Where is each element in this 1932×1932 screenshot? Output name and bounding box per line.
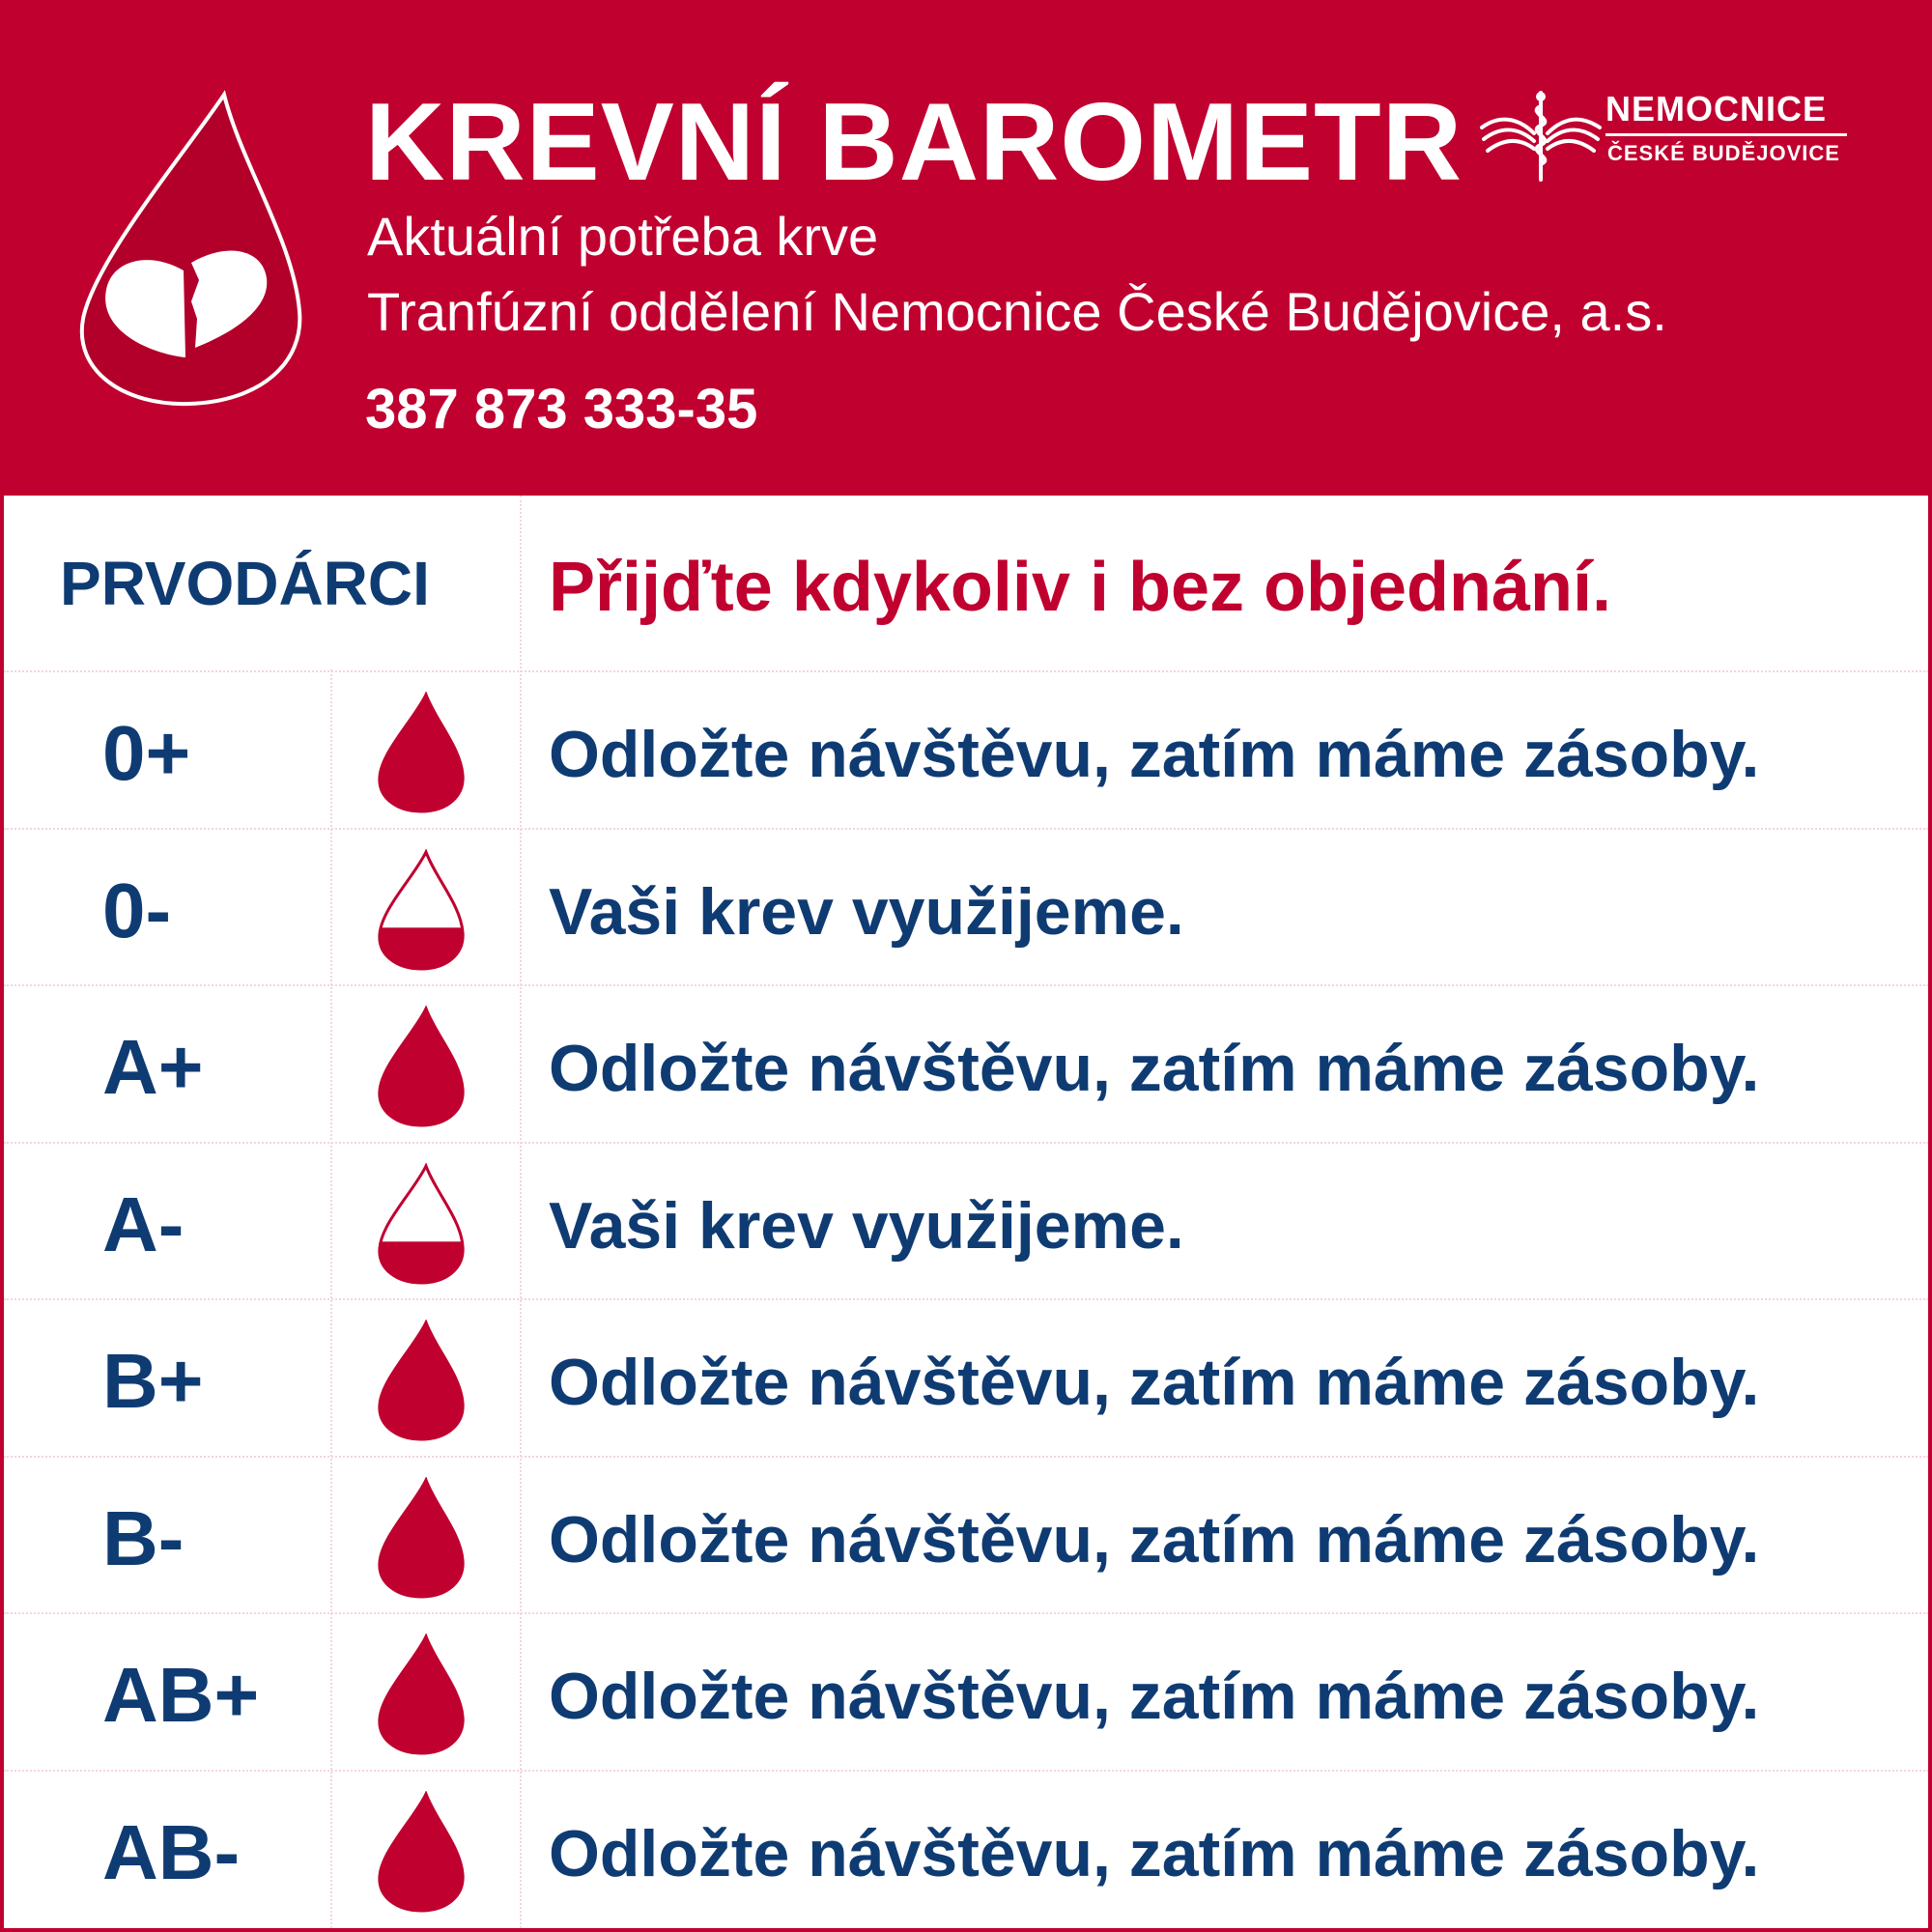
blood-type-label: B- [102,1494,185,1581]
hospital-logo [1478,87,1845,184]
department-name: Tranfúzní oddělení Nemocnice České Budějovice, a.s. [367,281,1667,342]
logo-city: ČESKÉ BUDĚJOVICE [1607,141,1840,165]
header-banner [0,0,1932,496]
caduceus-wings-icon [1478,87,1604,184]
blood-type-label: A- [102,1180,185,1267]
phone-number: 387 873 333-35 [365,378,758,440]
table-row [4,986,1928,1143]
partial-blood-drop-icon [376,1163,467,1285]
page-subtitle: Aktuální potřeba krve [367,206,879,267]
blood-type-table [0,496,1932,1932]
logo-name: NEMOCNICE [1605,89,1847,136]
blood-type-label: AB+ [102,1652,260,1738]
table-row [4,830,1928,986]
page-title: KREVNÍ BAROMETR [365,81,1463,204]
status-text: Odložte návštěvu, zatím máme zásoby. [549,1502,1760,1577]
heart-drop-icon [77,87,309,411]
blood-type-label: 0- [102,867,172,953]
status-text: Odložte návštěvu, zatím máme zásoby. [549,718,1760,791]
blood-type-label: A+ [102,1024,204,1110]
first-donors-message: Přijďte kdykoliv i bez objednání. [549,549,1612,626]
full-blood-drop-icon [376,1320,467,1441]
full-blood-drop-icon [376,1791,467,1913]
status-text: Odložte návštěvu, zatím máme zásoby. [549,1346,1760,1419]
table-row [4,1614,1928,1771]
full-blood-drop-icon [376,1634,467,1755]
status-text: Vaši krev využijeme. [549,874,1184,949]
full-blood-drop-icon [376,692,467,813]
blood-type-label: 0+ [102,710,191,796]
table-row [4,672,1928,829]
table-row [4,1458,1928,1614]
status-text: Odložte návštěvu, zatím máme zásoby. [549,1660,1760,1733]
full-blood-drop-icon [376,1477,467,1599]
blood-type-label: B+ [102,1338,204,1424]
full-blood-drop-icon [376,1006,467,1127]
status-text: Odložte návštěvu, zatím máme zásoby. [549,1032,1760,1105]
status-text: Odložte návštěvu, zatím máme zásoby. [549,1816,1760,1890]
first-donors-label: PRVODÁRCI [60,549,430,618]
blood-type-label: AB- [102,1808,241,1895]
status-text: Vaši krev využijeme. [549,1188,1184,1263]
partial-blood-drop-icon [376,849,467,971]
table-row [4,1772,1928,1928]
table-row [4,1300,1928,1457]
table-row [4,1144,1928,1300]
